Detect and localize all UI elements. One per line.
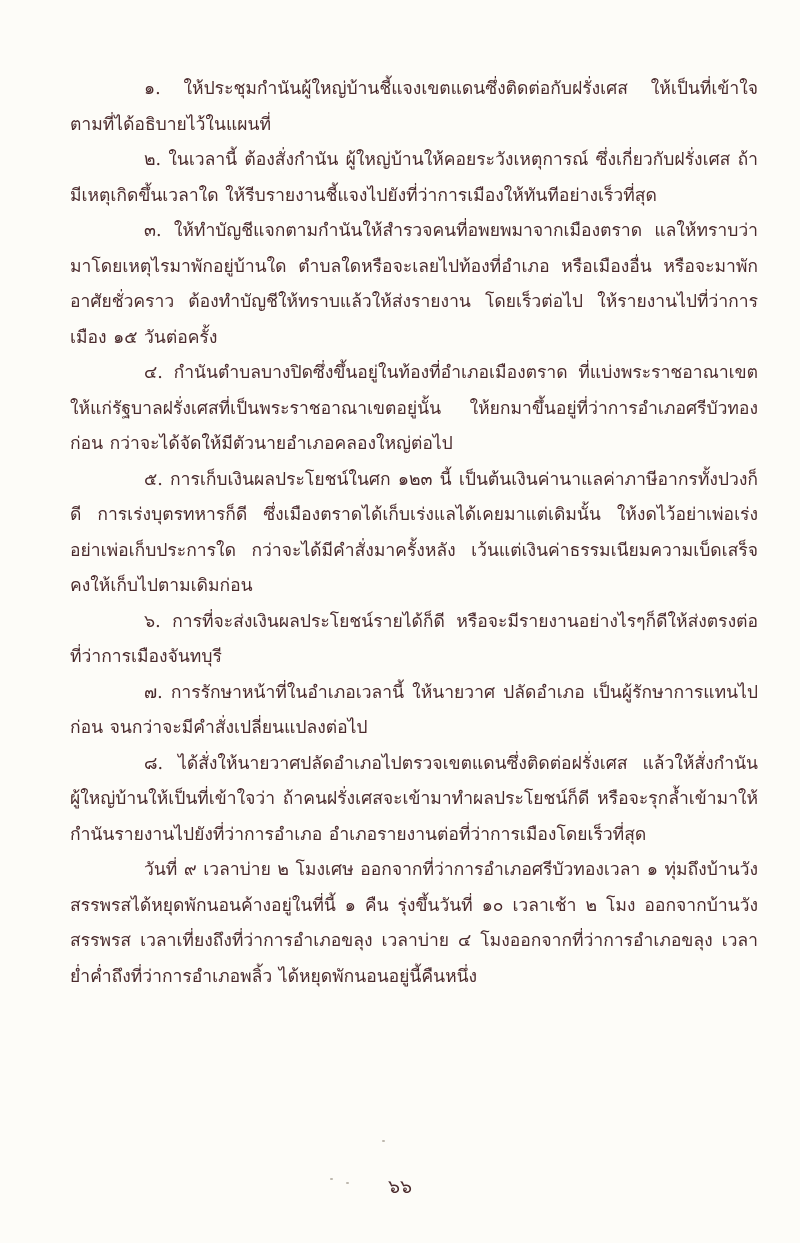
paragraph-item-4: ๔. กำนันตำบลบางปิดซึ่งขึ้นอยู่ในท้องที่อำเภอเมืองตราด ที่แบ่งพระราชอาณาเขตให้แก่รัฐบาลฝรั่งเศสที่เป็นพระราชอาณาเขตอยู่นั้น ให้ยกมาขึ้นอยู่ที่ว่าการอำเภอศรีบัวทองก่อน กว่าจะได้จัดให้มีตัวนายอำเภอคลองใหญ่ต่อไป	[70, 363, 758, 454]
paper-speck	[382, 1140, 385, 1142]
page-number: ๖๖	[387, 1176, 413, 1198]
paragraph-item-6: ๖. การที่จะส่งเงินผลประโยชน์รายได้ก็ดี หรือจะมีรายงานอย่างไรๆก็ดีให้ส่งตรงต่อที่ว่าการเมืองจันทบุรี	[70, 611, 758, 667]
document-body	[70, 72, 758, 995]
paragraph-item-2: ๒. ในเวลานี้ ต้องสั่งกำนัน ผู้ใหญ่บ้านให้คอยระวังเหตุการณ์ ซึ่งเกี่ยวกับฝรั่งเศส ถ้ามีเหตุเกิดขึ้นเวลาใด ให้รีบรายงานชี้แจงไปยังที่ว่าการเมืองให้ทันทีอย่างเร็วที่สุด	[70, 150, 758, 206]
paragraph-item-1: ๑. ให้ประชุมกำนันผู้ใหญ่บ้านชี้แจงเขตแดนซึ่งติดต่อกับฝรั่งเศส ให้เป็นที่เข้าใจตามที่ได้อธิบายไว้ในแผนที่	[70, 79, 758, 135]
paragraph-item-3: ๓. ให้ทำบัญชีแจกตามกำนันให้สำรวจคนที่อพยพมาจากเมืองตราด แลให้ทราบว่ามาโดยเหตุไรมาพักอยู่บ้านใด ตำบลใดหรือจะเลยไปท้องที่อำเภอ หรือเมืองอื่น หรือจะมาพักอาศัยชั่วคราว ต้องทำบัญชีให้ทราบแล้วให้ส่งรายงาน โดยเร็วต่อไป ให้รายงานไปที่ว่าการเมือง ๑๕ วันต่อครั้ง	[70, 221, 758, 348]
paragraph-item-5: ๕. การเก็บเงินผลประโยชน์ในศก ๑๒๓ นี้ เป็นต้นเงินค่านาแลค่าภาษีอากรทั้งปวงก็ดี การเร่งบุตรทหารก็ดี ซึ่งเมืองตราดได้เก็บเร่งแลได้เคยมาแต่เดิมนั้น ให้งดไว้อย่าเพ่อเร่งอย่าเพ่อเก็บประการใด กว่าจะได้มีคำสั่งมาครั้งหลัง เว้นแต่เงินค่าธรรมเนียมความเบ็ดเสร็จคงให้เก็บไปตามเดิมก่อน	[70, 469, 758, 596]
paragraph-journey-log: วันที่ ๙ เวลาบ่าย ๒ โมงเศษ ออกจากที่ว่าการอำเภอศรีบัวทองเวลา ๑ ทุ่มถึงบ้านวังสรรพรสได้หยุดพักนอนค้างอยู่ในที่นี้ ๑ คืน รุ่งขึ้นวันที่ ๑๐ เวลาเช้า ๒ โมง ออกจากบ้านวังสรรพรส เวลาเที่ยงถึงที่ว่าการอำเภอขลุง เวลาบ่าย ๔ โมงออกจากที่ว่าการอำเภอขลุง เวลาย่ำค่ำถึงที่ว่าการอำเภอพลิ้ว ได้หยุดพักนอนอยู่นี้คืนหนึ่ง	[70, 860, 758, 987]
paragraph-item-7: ๗. การรักษาหน้าที่ในอำเภอเวลานี้ ให้นายวาศ ปลัดอำเภอ เป็นผู้รักษาการแทนไปก่อน จนกว่าจะมีคำสั่งเปลี่ยนแปลงต่อไป	[70, 682, 758, 738]
paragraph-item-8: ๘. ได้สั่งให้นายวาศปลัดอำเภอไปตรวจเขตแดนซึ่งติดต่อฝรั่งเศส แล้วให้สั่งกำนันผู้ใหญ่บ้านให้เป็นที่เข้าใจว่า ถ้าคนฝรั่งเศสจะเข้ามาทำผลประโยชน์ก็ดี หรือจะรุกล้ำเข้ามาให้กำนันรายงานไปยังที่ว่าการอำเภอ อำเภอรายงานต่อที่ว่าการเมืองโดยเร็วที่สุด	[70, 753, 758, 845]
